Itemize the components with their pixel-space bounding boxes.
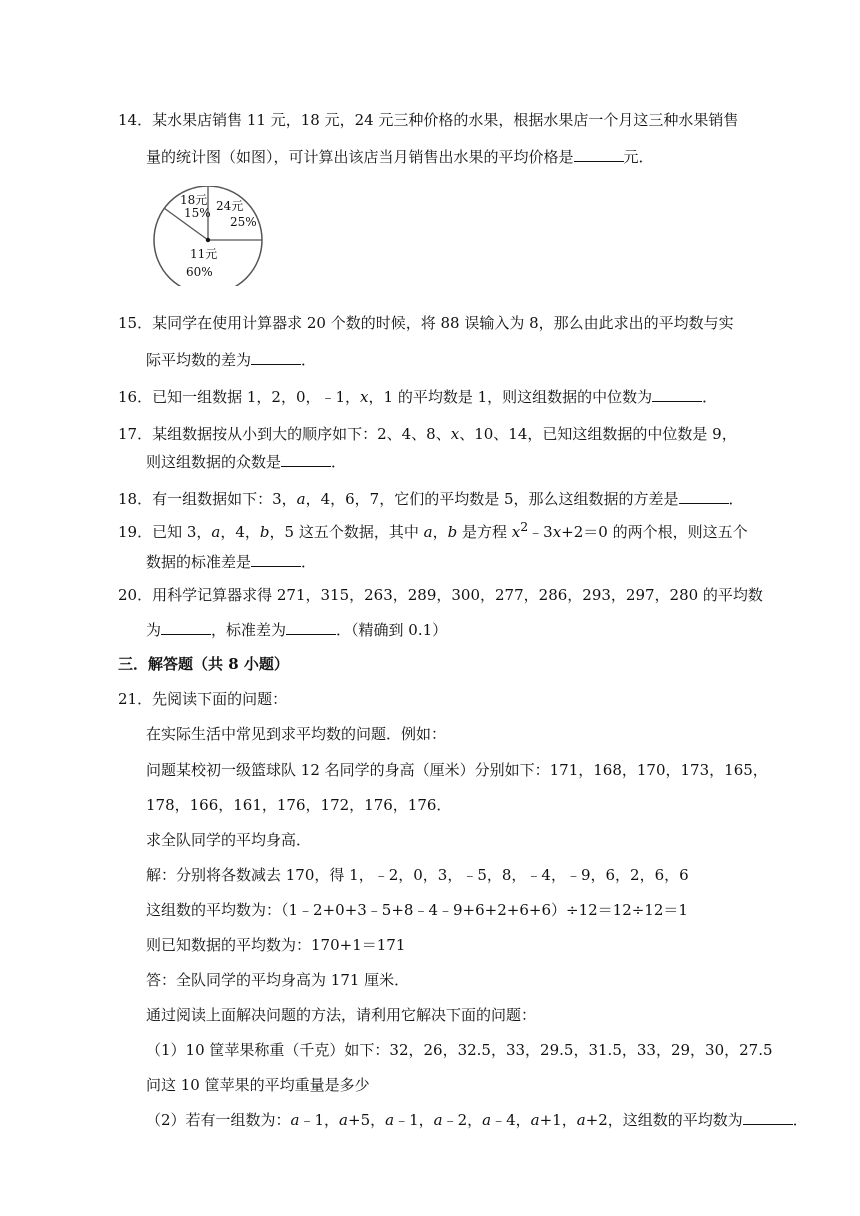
- answer-blank[interactable]: [161, 620, 211, 635]
- answer-blank[interactable]: [679, 489, 729, 504]
- q14-number: 14．: [118, 111, 153, 129]
- answer-blank[interactable]: [281, 452, 331, 467]
- q19-number: 19．: [118, 523, 153, 541]
- pie-label-18: 18元: [180, 193, 208, 207]
- pie-value-11: 60%: [186, 265, 213, 279]
- q15-number: 15．: [118, 314, 153, 332]
- pie-label-24: 24元: [216, 199, 244, 213]
- q20-line1: 20．用科学记算器求得 271，315，263，289，300，277，286，293，297，280 的平均数: [118, 586, 763, 604]
- q15-line2: 际平均数的差为 ．: [146, 351, 317, 369]
- section-heading: 三．解答题（共 8 小题）: [118, 655, 289, 673]
- q16-line: 16．已知一组数据 1，2，0，﹣1，x，1 的平均数是 1，则这组数据的中位数为 ．: [118, 388, 718, 406]
- answer-blank[interactable]: [652, 387, 702, 402]
- q18-number: 18．: [118, 490, 153, 508]
- q21-p9: 通过阅读上面解决问题的方法，请利用它解决下面的问题：: [146, 1006, 537, 1024]
- answer-blank[interactable]: [286, 620, 336, 635]
- pie-center-dot: [206, 238, 210, 242]
- q14-line2: 量的统计图（如图），可计算出该店当月销售出水果的平均价格是 元．: [146, 148, 654, 166]
- pie-label-11: 11元: [190, 247, 218, 261]
- q21-intro: 21．先阅读下面的问题：: [118, 690, 288, 708]
- pie-value-18: 15%: [184, 206, 211, 220]
- q18-line: 18．有一组数据如下：3，a，4，6，7，它们的平均数是 5，那么这组数据的方差是 ．: [118, 490, 744, 508]
- q21-p3: 178，166，161，176，172，176，176．: [146, 796, 452, 814]
- q21-p11: 问这 10 筐苹果的平均重量是多少: [146, 1076, 370, 1094]
- q17-number: 17．: [118, 425, 153, 443]
- answer-blank[interactable]: [743, 1110, 793, 1125]
- q21-p2: 问题某校初一级篮球队 12 名同学的身高（厘米）分别如下：171，168，170，173，165，: [146, 761, 768, 779]
- q19-line1: 19．已知 3，a，4，b，5 这五个数据，其中 a，b 是方程 $x^2﹣3x+2=0$ 的两个根，则这五个: [118, 519, 748, 541]
- q14-line1: 14．某水果店销售 11 元，18 元，24 元三种价格的水果，根据水果店一个月这三种水果销售: [118, 111, 739, 129]
- q21-p12: （2）若有一组数为：a﹣1，a+5，a﹣1，a﹣2，a﹣4，a+1，a+2，这组数的平均数为 ．: [146, 1111, 808, 1129]
- q21-p5: 解：分别将各数减去 170，得 1，﹣2，0，3，﹣5，8，﹣4，﹣9，6，2，6，6: [146, 866, 689, 884]
- q21-p8: 答：全队同学的平均身高为 171 厘米．: [146, 971, 410, 989]
- q21-number: 21．: [118, 690, 153, 708]
- pie-value-24: 25%: [230, 215, 257, 229]
- pie-chart: [150, 186, 266, 286]
- q21-p7: 则已知数据的平均数为：170+1＝171: [146, 936, 406, 954]
- answer-blank[interactable]: [574, 147, 624, 162]
- q21-p1: 在实际生活中常见到求平均数的问题．例如：: [146, 725, 447, 743]
- q21-p4: 求全队同学的平均身高．: [146, 831, 312, 849]
- answer-blank[interactable]: [251, 552, 301, 567]
- q17-line1: 17．某组数据按从小到大的顺序如下：2、4、8、x、10、14，已知这组数据的中位数是 9，: [118, 425, 737, 443]
- q21-p6: 这组数的平均数为：（1﹣2+0+3﹣5+8﹣4﹣9+6+2+6+6）÷12＝12÷12＝1: [146, 901, 688, 919]
- q21-p10: （1）10 筐苹果称重（千克）如下：32，26，32.5，33，29.5，31.5，33，29，30，27.5: [146, 1041, 773, 1059]
- answer-blank[interactable]: [251, 350, 301, 365]
- q16-number: 16．: [118, 388, 153, 406]
- q20-line2: 为 ，标准差为 ．（精确到 0.1）: [146, 621, 448, 639]
- q17-line2: 则这组数据的众数是 ．: [146, 453, 347, 471]
- q19-line2: 数据的标准差是 ．: [146, 553, 317, 571]
- q20-number: 20．: [118, 586, 153, 604]
- q15-line1: 15．某同学在使用计算器求 20 个数的时候，将 88 误输入为 8，那么由此求出的平均数与实: [118, 314, 734, 332]
